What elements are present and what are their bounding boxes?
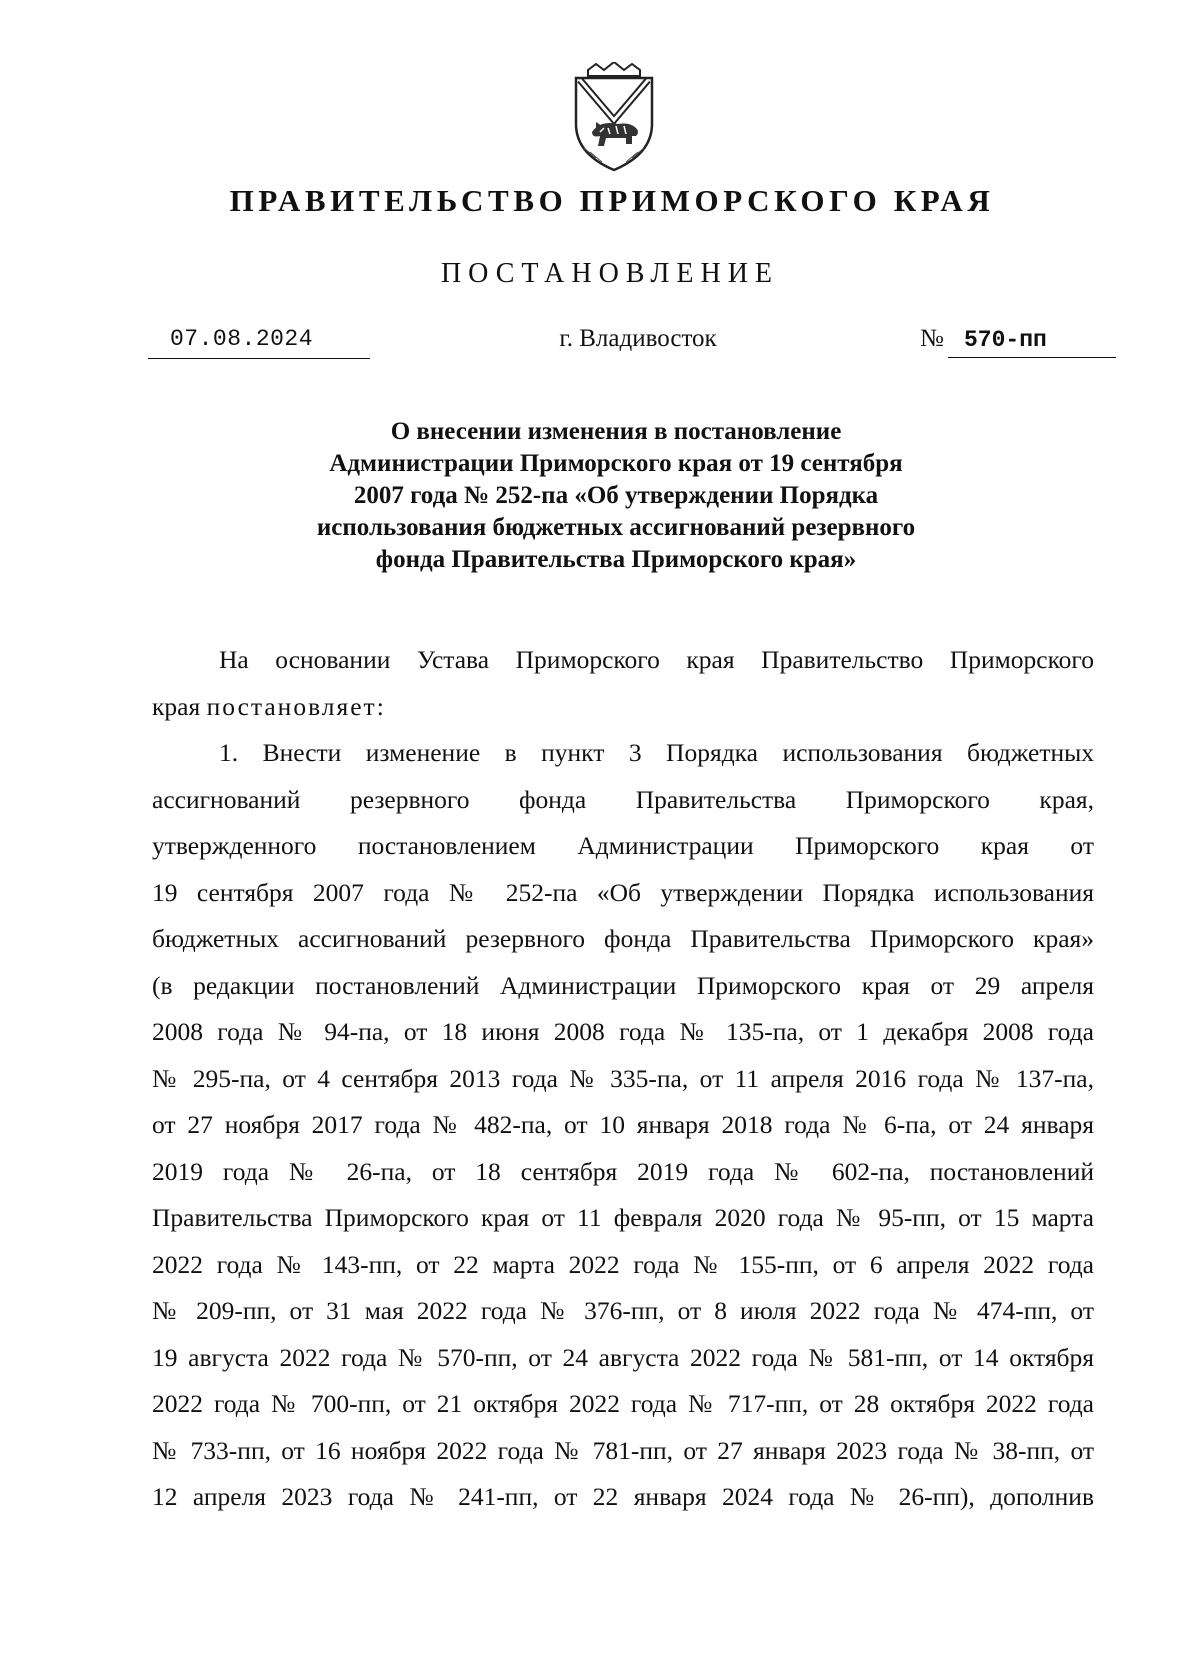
number-underline — [948, 357, 1116, 358]
body-line: 12 апреля 2023 года № 241-пп, от 22 января 2024 года № 26-пп), дополнив — [152, 1482, 1094, 1511]
document-body — [152, 637, 1094, 1521]
resolves-text: постановляет: — [206, 691, 386, 721]
body-text: края — [152, 691, 207, 721]
number-sign: № — [920, 325, 944, 352]
body-line: Правительства Приморского края от 11 февраля 2020 года № 95-пп, от 15 марта — [152, 1203, 1094, 1232]
body-line — [152, 684, 1094, 731]
document-heading — [16, 416, 1200, 576]
body-line: ассигнований резервного фонда Правительства Приморского края, — [152, 784, 1094, 814]
body-line: № 733-пп, от 16 ноября 2022 года № 781-пп, от 27 января 2023 года № 38-пп, от — [152, 1435, 1094, 1465]
heading-line: 2007 года № 252-па «Об утверждении Порядка — [353, 482, 879, 509]
body-line: На основании Устава Приморского края Правительство Приморского — [219, 645, 1094, 674]
body-line: бюджетных ассигнований резервного фонда Правительства Приморского края» — [152, 924, 1094, 953]
body-line: № 295-па, от 4 сентября 2013 года № 335-па, от 11 апреля 2016 года № 137-па, — [152, 1063, 1094, 1093]
body-line: 19 августа 2022 года № 570-пп, от 24 августа 2022 года № 581-пп, от 14 октября — [152, 1342, 1094, 1372]
document-meta — [0, 320, 1200, 364]
organization-title: ПРАВИТЕЛЬСТВО ПРИМОРСКОГО КРАЯ — [229, 183, 995, 218]
body-line: утвержденного постановлением Администрации Приморского края от — [152, 831, 1094, 860]
heading-line: использования бюджетных ассигнований резервного — [316, 514, 916, 541]
heading-line: Администрации Приморского края от 19 сентября — [329, 450, 903, 477]
heading-line: фонда Правительства Приморского края» — [375, 546, 857, 573]
coat-of-arms-icon — [566, 62, 662, 174]
document-date: 07.08.2024 — [170, 326, 314, 352]
body-line: от 27 ноября 2017 года № 482-па, от 10 января 2018 года № 6-па, от 24 января — [152, 1110, 1094, 1139]
document-number: 570-пп — [964, 327, 1047, 353]
number-field — [920, 325, 1116, 358]
body-line: 2008 года № 94-па, от 18 июня 2008 года № 135-па, от 1 декабря 2008 года — [152, 1017, 1094, 1046]
body-line: 1. Внести изменение в пункт 3 Порядка использования бюджетных — [219, 738, 1094, 767]
body-line: 2019 года № 26-па, от 18 сентября 2019 года № 602-па, постановлений — [152, 1156, 1094, 1186]
document-type: ПОСТАНОВЛЕНИЕ — [440, 258, 780, 289]
body-line: (в редакции постановлений Администрации Приморского края от 29 апреля — [152, 970, 1094, 1000]
body-line: 2022 года № 700-пп, от 21 октября 2022 года № 717-пп, от 28 октября 2022 года — [152, 1389, 1094, 1418]
body-line: 19 сентября 2007 года № 252-па «Об утверждении Порядка использования — [152, 877, 1094, 907]
body-line: № 209-пп, от 31 мая 2022 года № 376-пп, от 8 июля 2022 года № 474-пп, от — [152, 1296, 1094, 1325]
city: г. Владивосток — [559, 325, 717, 352]
heading-line: О внесении изменения в постановление — [390, 418, 842, 445]
body-line: 2022 года № 143-пп, от 22 марта 2022 года № 155-пп, от 6 апреля 2022 года — [152, 1249, 1094, 1279]
